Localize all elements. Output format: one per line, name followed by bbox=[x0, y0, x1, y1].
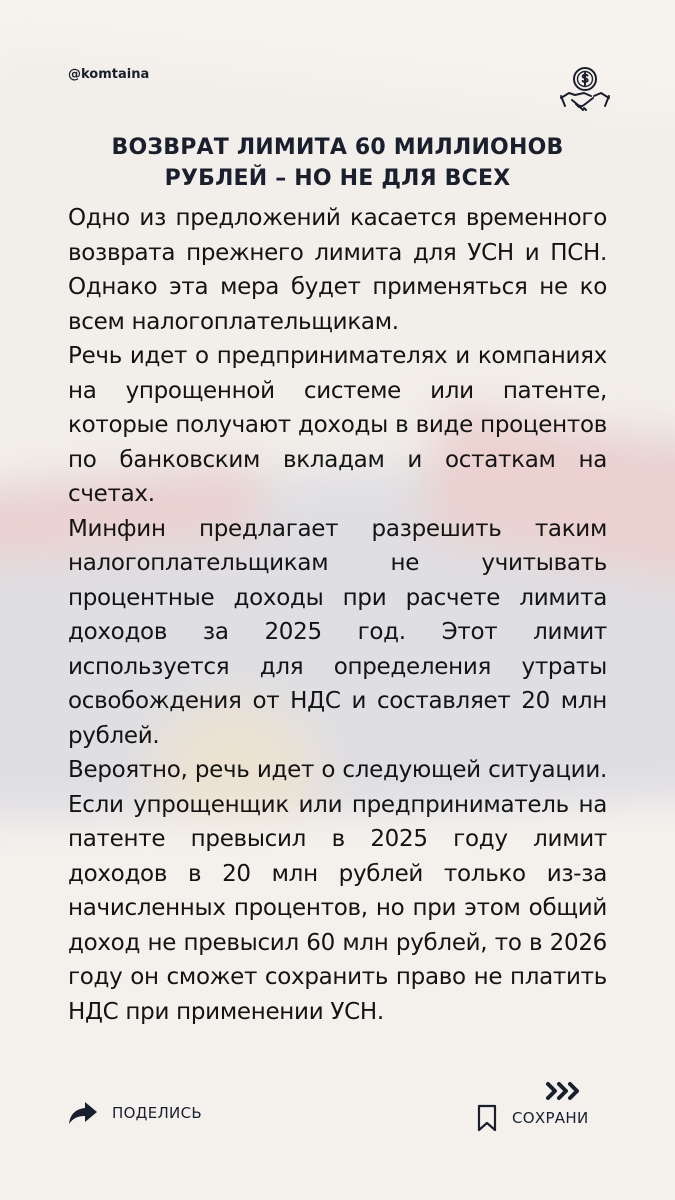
save-label: СОХРАНИ bbox=[512, 1109, 589, 1127]
paragraph: Одно из предложений касается временного возврата прежнего лимита для УСН и ПСН. Однако эта мера будет применяться не ко всем налогоплательщикам. bbox=[68, 205, 607, 335]
paragraph: Речь идет о предпринимателях и компаниях на упрощенной системе или патенте, которые получают доходы в виде процентов по банковским вкладам и остаткам на счетах. bbox=[68, 343, 607, 507]
paragraph: Вероятно, речь идет о следующей ситуации. Если упрощенщик или предприниматель на патенте превысил в 2025 году лимит доходов в 20 млн рублей только из-за начисленных процентов, но при этом общий доход не превысил 60 млн рублей, то в 2026 году он сможет сохранить право не платить НДС при применении УСН. bbox=[68, 757, 607, 1025]
author-handle: @komtaina bbox=[68, 67, 150, 82]
dollar-handshake-icon bbox=[558, 66, 612, 116]
article-body bbox=[68, 201, 607, 1029]
share-label: ПОДЕЛИСЬ bbox=[112, 1104, 202, 1122]
share-arrow-icon bbox=[68, 1100, 98, 1126]
share-button[interactable] bbox=[68, 1100, 202, 1126]
article-title: ВОЗВРАТ ЛИМИТА 60 МИЛЛИОНОВ РУБЛЕЙ – НО НЕ ДЛЯ ВСЕХ bbox=[111, 135, 564, 191]
paragraph: Минфин предлагает разрешить таким налогоплательщикам не учитывать процентные доходы при расчете лимита доходов за 2025 год. Этот лимит используется для определения утраты освобождения от НДС и составляет 20 млн рублей. bbox=[68, 515, 607, 749]
save-button[interactable] bbox=[476, 1104, 588, 1132]
bookmark-icon bbox=[476, 1104, 498, 1132]
triple-chevron-right-icon[interactable] bbox=[544, 1080, 584, 1102]
